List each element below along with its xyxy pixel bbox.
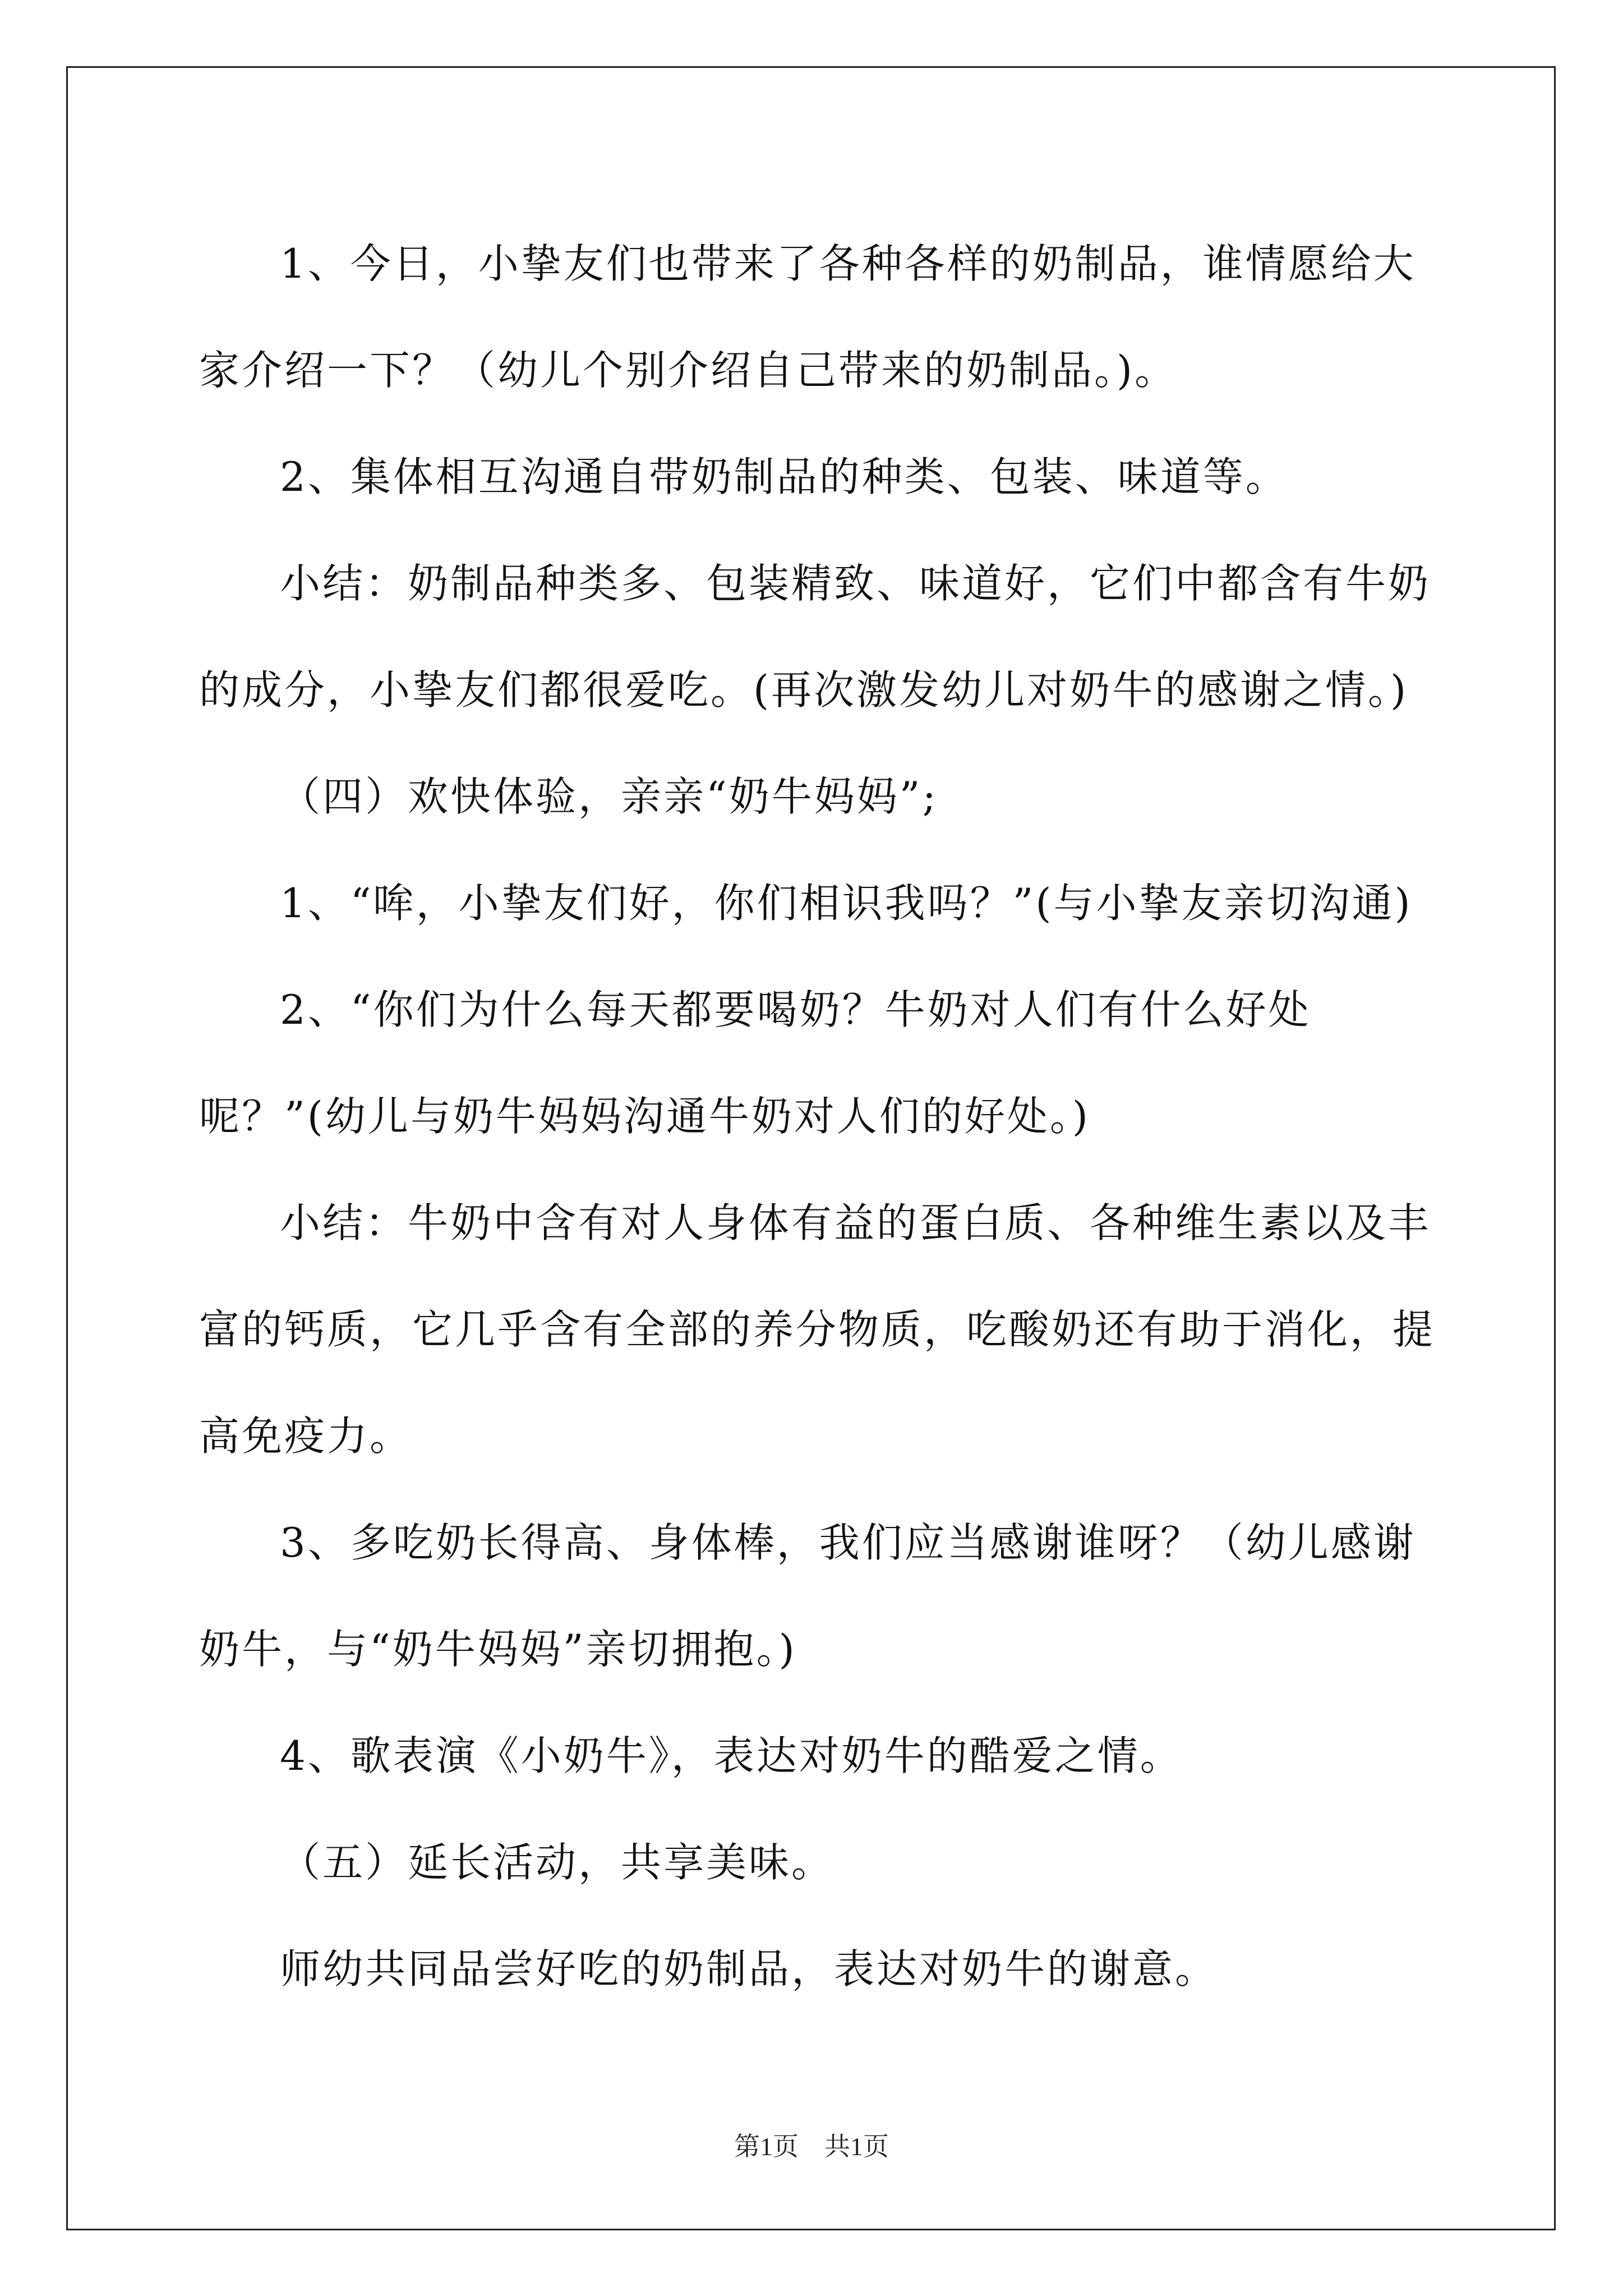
paragraph: 1、今日，小挚友们也带来了各种各样的奶制品，谁情愿给大家介绍一下？（幼儿个别介绍自己带来的奶制品。)。 [199, 240, 1416, 394]
paragraph: 1、“哞，小挚友们好，你们相识我吗？”(与小挚友亲切沟通) [280, 880, 1413, 927]
document-body [199, 210, 1438, 2022]
page-footer: 第1页 共1页 [734, 2132, 889, 2161]
paragraph: 3、多吃奶长得高、身体棒，我们应当感谢谁呀？（幼儿感谢奶牛，与“奶牛妈妈”亲切拥抱。) [199, 1519, 1416, 1673]
paragraph: 小结：奶制品种类多、包装精致、味道好，它们中都含有牛奶的成分，小挚友们都很爱吃。(再次激发幼儿对奶牛的感谢之情。) [199, 560, 1431, 714]
section-heading: （四）欢快体验，亲亲“奶牛妈妈”; [280, 773, 938, 820]
paragraph: 4、歌表演《小奶牛》，表达对奶牛的酷爱之情。 [280, 1732, 1183, 1779]
section-heading: （五）延长活动，共享美味。 [280, 1839, 834, 1886]
paragraph: 师幼共同品尝好吃的奶制品，表达对奶牛的谢意。 [280, 1945, 1218, 1993]
paragraph: 2、“你们为什么每天都要喝奶？牛奶对人们有什么好处呢？”(幼儿与奶牛妈妈沟通牛奶对人们的好处。) [199, 986, 1311, 1140]
paragraph: 2、集体相互沟通自带奶制品的种类、包装、味道等。 [280, 453, 1288, 500]
paragraph: 小结：牛奶中含有对人身体有益的蛋白质、各种维生素以及丰富的钙质，它几乎含有全部的养分物质，吃酸奶还有助于消化，提高免疫力。 [199, 1199, 1436, 1460]
